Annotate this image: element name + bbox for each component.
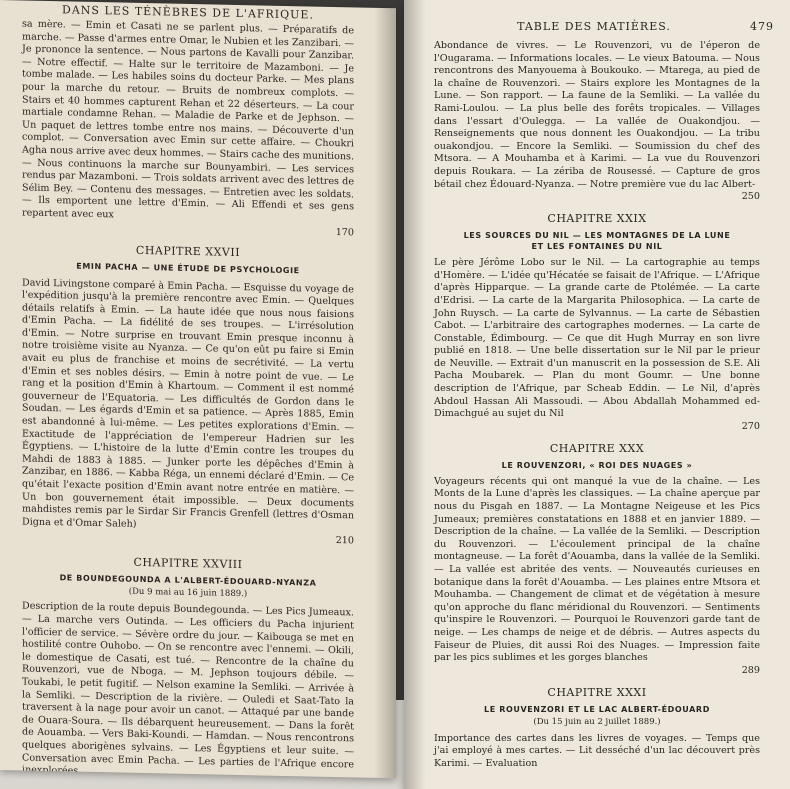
chapter-subtitle: LES SOURCES DU NIL — LES MONTAGNES DE LA LUNE: [463, 231, 731, 241]
chapter-subtitle: EMIN PACHA — UNE ÉTUDE DE PSYCHOLOGIE: [76, 261, 300, 275]
page-number: 250: [741, 191, 760, 203]
page-number: 289: [741, 664, 760, 676]
running-header-row: [434, 20, 774, 38]
gutter-shadow: [404, 0, 426, 789]
chapter-title: CHAPITRE XXX: [549, 441, 645, 455]
page-number: 170: [335, 226, 354, 238]
chapter-title: CHAPITRE XXVIII: [133, 556, 243, 572]
toc-entry-text: sa mère. — Emin et Casati ne se parlent plus. — Préparatifs de marche. — Passe d'armes entre Omar, le Nubien et les Zanzibari. — Je prononce la sentence. — Nous partons de Kavalli pour Zanzibar. — Notre effectif. — Halte sur le territoire de Mazamboni. — Je tombe malade. — Les habiles soins du docteur Parke. — Mes plans pour la marche du retour. — Bruits de nombreux complots. — Stairs et 40 hommes capturent Rehan et 22 déserteurs. — La cour martiale condamne Rehan. — Maladie de Parke et de Jephson. — Un paquet de lettres tombe entre nos mains. — Découverte d'un complot. — Conversation avec Emin sur cette affaire. — Choukri Agha nous arrive avec deux hommes. — Stairs cache des munitions. — Nous continuons la marche sur Bounyambiri. — Les services rendus par Mazamboni. — Trois soldats arrivent avec des lettres de Sélim Bey. — Contenu des messages. — Entretien avec les soldats. — Ils emportent une lettre d'Emin. — Ali Effendi et ses gens repartent avec eux: [22, 18, 354, 221]
toc-entry-text: Le père Jérôme Lobo sur le Nil. — La cartographie au temps d'Homère. — L'idée qu'Hécatée se faisait de l'Afrique. — L'Afrique d'après Hipparque. — La grande carte de Ptolémée. — La carte d'Edrisi. — La carte de la Margarita Philosophica. — La carte de John Ruysch. — La carte de Sylvannus. — La carte de Sébastien Cabot. — L'arbitraire des cartographes modernes. — La carte de Constable, Édimbourg. — Ce que dit Hugh Murray en son livre publié en 1818. — Une belle dissertation sur le Nil par le prieur de Neuville. — Extrait d'un manuscrit en la possession de S.E. Ali Pacha Moubarek. — Plan du mont Goumr. — Une bonne description de l'Afrique, par Scheab Eddin. — Le Nil, d'après Abdoul Hassan Ali Massoudi. — Abou Abdallah Mohammed ed-Dimachgué au sujet du Nil: [434, 257, 760, 420]
chapter-subtitle: DE BOUNDEGOUNDA A L'ALBERT-ÉDOUARD-NYANZA: [59, 573, 317, 589]
chapter-title: CHAPITRE XXIX: [547, 212, 647, 226]
page-number: 210: [335, 535, 354, 547]
toc-entry-text: Description de la route depuis Boundegounda. — Les Pics Jumeaux. — La marche vers Outinda. — Les officiers du Pacha injurient l'officier de service. — Sévère ordre du jour. — Kaibouga se met en hostilité contre Ouhobo. — On se rencontre avec l'ennemi. — Okili, le domestique de Casati, est tué. — Rencontre de la chaîne du Rouvenzori, vue de Nboga. — M. Jephson toujours débile. — Toukabi, le petit fugitif. — Nelson examine la Semliki. — Arrivée à la Semliki. — Description de la rivière. — Ouledi et Saat-Tato la traversent à la nage pour avoir un canot. — Attaqué par une bande de Ouara-Soura. — Ils débarquent heureusement. — Dans la forêt de Aouamba. — Vers Baki-Koundi. — Hamdan. — Nous rencontrons quelques aborigènes sylvains. — Les Égyptiens et leur suite. — Conversation avec Emin Pacha. — Les parties de l'Afrique encore inexplorées.: [22, 600, 354, 777]
chapter-title: CHAPITRE XXVII: [135, 243, 241, 259]
toc-entry-text: David Livingstone comparé à Emin Pacha. — Esquisse du voyage de l'expédition jusqu'à la première rencontre avec Emin. — Quelques détails relatifs à Emin. — La haute idée que nous nous faisions d'Emin Pacha. — La fidélité de ses troupes. — L'irrésolution d'Emin. — Notre surprise en trouvant Emin presque inconnu à notre troisième visite au Nyanza. — Ce qu'on eût pu faire si Emin avait eu plus de franchise et moins de secrétivité. — La vertu d'Emin et ses nobles désirs. — Emin à notre point de vue. — Le rang et la position d'Emin à Khartoum. — Comment il est nommé gouverneur de l'Equatoria. — Les difficultés de Gordon dans le Soudan. — Les égards d'Emin et sa patience. — Après 1885, Emin est abandonné à lui-même. — Les petites explorations d'Emin. — Exactitude de l'appréciation de l'empereur Hadrien sur les Égyptiens. — L'histoire de la lutte d'Emin contre les troupes du Mahdi de 1883 à 1885. — Junker porte les dépêches d'Emin à Zanzibar, en 1886. — Kabba Réga, un ennemi déclaré d'Emin. — Ce qu'était l'exacte position d'Emin avant notre entrée en matière. — Un bon gouvernement était impossible. — Deux documents mahdistes remis par le Sirdar Sir Francis Grenfell (lettres d'Osman Digna et d'Omar Saleh): [22, 276, 354, 530]
header-page-number: 479: [750, 20, 774, 33]
chapter-dates: (Du 15 juin au 2 juillet 1889.): [533, 716, 661, 727]
running-header: TABLE DES MATIÈRES.: [517, 20, 671, 33]
toc-entry-text: Importance des cartes dans les livres de voyages. — Temps que j'ai employé à mes cartes. — Lit desséché d'un lac découvert près Karimi. — Evaluation: [434, 732, 760, 769]
toc-entry-text: Voyageurs récents qui ont manqué la vue de la chaîne. — Les Monts de la Lune d'après les classiques. — La chaîne aperçue par nous du Pisgah en 1887. — La Montagne Neigeuse et les Pics Jumeaux; premières constatations en 1888 et en janvier 1889. — Description de la chaîne. — La vallée de la Semliki. — Description du Rouvenzori. — L'écoulement principal de la chaîne montagneuse. — La forêt d'Aouamba, dans la vallée de la Semliki. — La vallée est abritée des vents. — Nouveautés curieuses en botanique dans la forêt d'Aouamba. — Les plaines entre Mtsora et Mouhamba. — Changement de climat et de végétation à mesure qu'on approche du flanc méridional du Rouvenzori. — Sentiments qu'inspire le Rouvenzori. — Pourquoi le Rouvenzori garde tant de neige. — Les champs de neige et de débris. — Autres aspects du Faiseur de Pluies, dit aussi Roi des Nuages. — Impression faite par les pics sublimes et les gorges blanches: [434, 475, 760, 664]
running-header: DANS LES TÉNÈBRES DE L'AFRIQUE.: [62, 3, 314, 22]
toc-entry-text: Abondance de vivres. — Le Rouvenzori, vu de l'éperon de l'Ougarama. — Informations locales. — Le vieux Batouma. — Nous rencontrons des Manyouema à Boukouko. — Mtarega, au pied de la chaîne de Rouvenzori. — Stairs explore les Montagnes de la Lune. — Son rapport. — La faune de la Semliki. — La vallée du Rami-Loulou. — La plus belle des forêts tropicales. — Villages dans l'essart d'Oulegga. — La vallée de Ouakondjou. — Renseignements que nous donnent les Ouakondjou. — La tribu ouakondjou. — Encore la Semliki. — Soumission du chef des Mtsora. — A Mouhamba et à Karimi. — La vue du Rouvenzori depuis Roukara. — La zériba de Rousessé. — Capture de gros bétail chez Édouard-Nyanza. — Notre première vue du lac Albert-: [434, 40, 760, 190]
chapter-subtitle: LE ROUVENZORI ET LE LAC ALBERT-ÉDOUARD: [484, 704, 710, 714]
chapter-title: CHAPITRE XXXI: [547, 685, 647, 699]
gutter-shadow: [374, 8, 396, 778]
chapter-subtitle: ET LES FONTAINES DU NIL: [531, 242, 663, 252]
chapter-dates: (Du 9 mai au 16 juin 1889.): [128, 587, 248, 600]
page-number: 270: [741, 420, 760, 432]
right-page: [404, 0, 790, 789]
left-page: [0, 0, 396, 778]
chapter-subtitle: LE ROUVENZORI, « ROI DES NUAGES »: [501, 460, 693, 470]
